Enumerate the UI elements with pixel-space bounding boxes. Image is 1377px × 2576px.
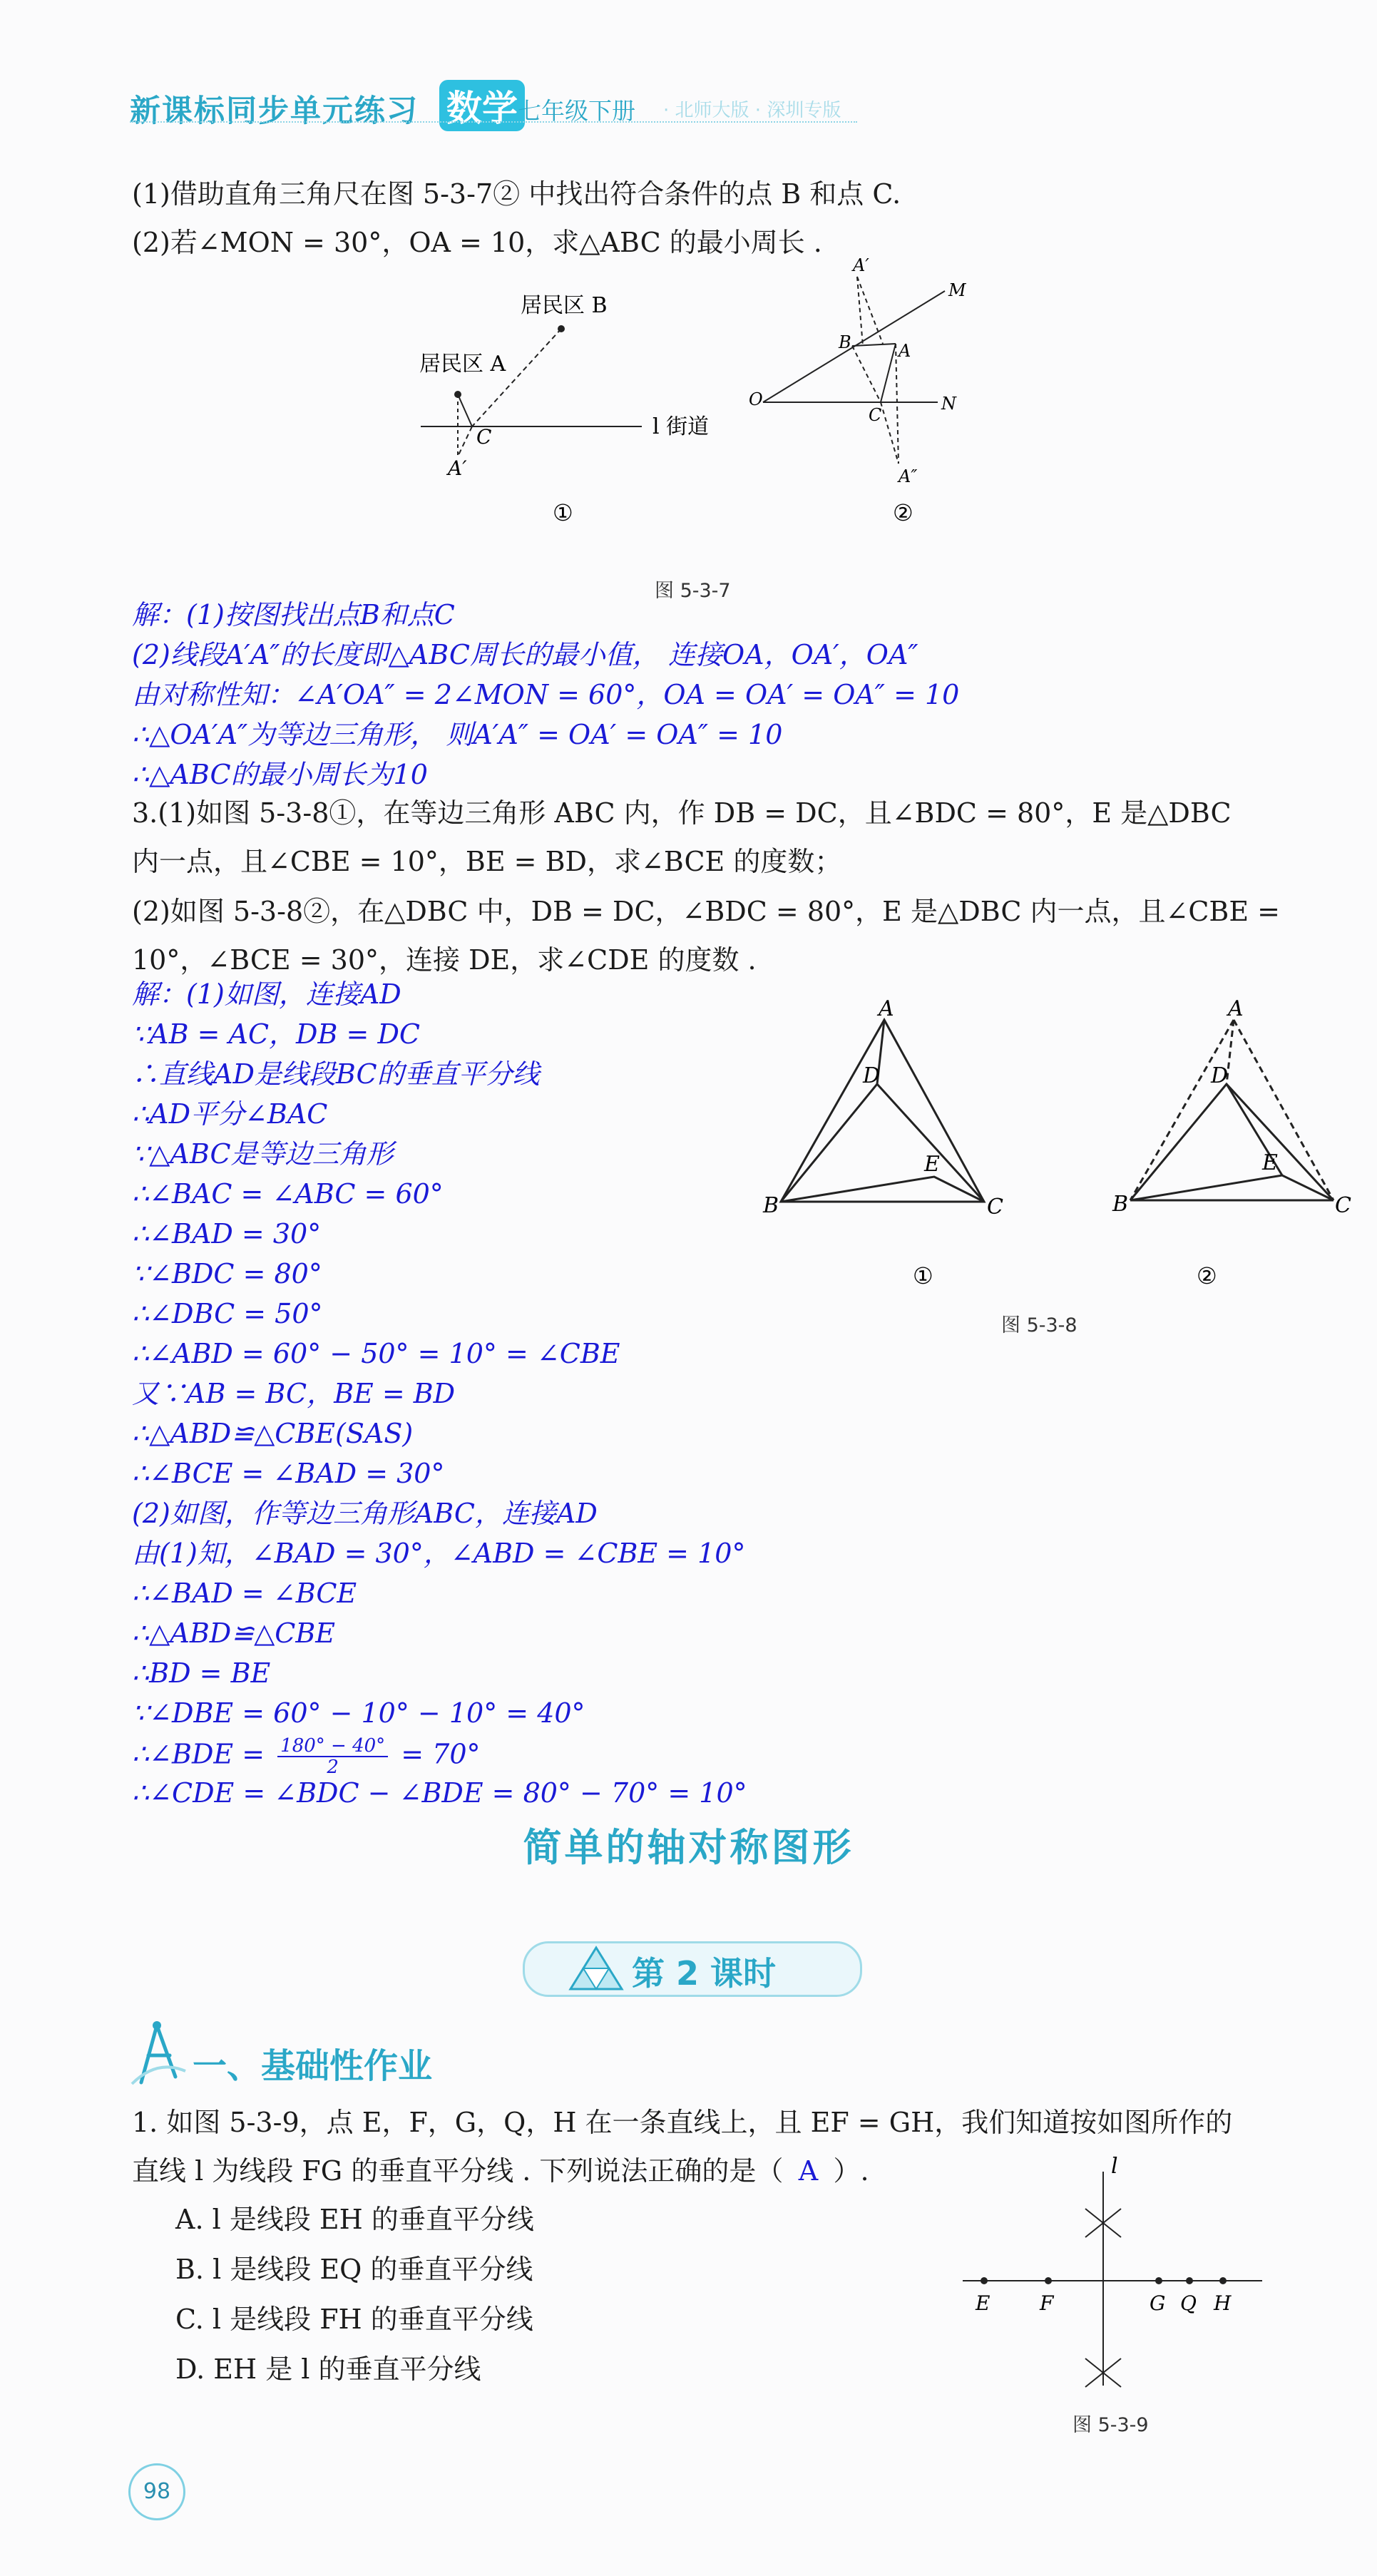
point-g: [1155, 2277, 1162, 2284]
fig538-label-a-2: A: [1228, 996, 1244, 1021]
question-3-line1: 3.(1)如图 5-3-8①，在等边三角形 ABC 内，作 DB = DC，且∠BDC = 80°，E 是△DBC: [132, 797, 1232, 829]
solution-2-line5: ∴△ABC的最小周长为10: [132, 759, 428, 790]
solution-3-line18: ∴BD = BE: [132, 1657, 271, 1689]
triangle-abc-1: [781, 1020, 984, 1202]
ac-segment: [458, 394, 472, 426]
question-3-line2: 内一点，且∠CBE = 10°，BE = BD，求∠BCE 的度数；: [132, 846, 842, 877]
figure-5-3-7-caption: 图 5-3-7: [655, 580, 731, 602]
label-h: H: [1214, 2291, 1232, 2315]
solution-3-line7: ∴∠BAD = 30°: [132, 1218, 322, 1249]
fig538-label-c-1: C: [987, 1195, 1003, 1220]
a1b-dashed: [857, 277, 863, 346]
solution-3-line3: ∴直线AD是线段BC的垂直平分线: [132, 1058, 540, 1090]
fig538-mark-1: ①: [913, 1262, 933, 1289]
fig538-label-e-2: E: [1262, 1150, 1278, 1175]
question-1-line2: [132, 2154, 869, 2188]
label-m: M: [948, 280, 966, 300]
fig538-label-e-1: E: [924, 1152, 940, 1177]
option-c: C. l 是线段 FH 的垂直平分线: [175, 2304, 533, 2335]
solution-2-line1: 解：(1)按图找出点B和点C: [132, 599, 455, 630]
ca2-dashed: [881, 402, 899, 464]
solution-3-line5: ∵△ABC是等边三角形: [132, 1138, 394, 1170]
label-a-double-prime: A″: [899, 466, 918, 486]
header-divider: [130, 121, 857, 124]
option-d: D. EH 是 l 的垂直平分线: [175, 2353, 481, 2385]
fig538-label-a-1: A: [879, 996, 894, 1021]
triangle-dbc-1: [781, 1084, 984, 1202]
label-q: Q: [1180, 2291, 1197, 2315]
label-f: F: [1040, 2291, 1054, 2315]
solution-2-line3: 由对称性知：∠A′OA″ = 2∠MON = 60°，OA = OA′ = OA″ = 10: [132, 679, 960, 710]
solution-3-line14: (2)如图，作等边三角形ABC，连接AD: [132, 1498, 598, 1529]
lesson-label: 第 2 课时: [632, 1954, 777, 1993]
grade-label: 七年级下册: [518, 97, 635, 125]
solution-3-line13: ∴∠BCE = ∠BAD = 30°: [132, 1458, 445, 1489]
solution-3-line12: ∴△ABD≌△CBE(SAS): [132, 1418, 414, 1449]
figure-5-3-8-caption: 图 5-3-8: [1001, 1314, 1077, 1336]
label-a-prime: A′: [448, 456, 467, 480]
solution-3-line8: ∵∠BDC = 80°: [132, 1258, 322, 1289]
fraction-numerator: 180° − 40°: [277, 1736, 388, 1757]
point-e: [981, 2277, 988, 2284]
label-street: l 街道: [652, 414, 710, 439]
question-2-part2: (2)若∠MON = 30°，OA = 10，求△ABC 的最小周长 .: [132, 227, 822, 258]
question-2-part1: (1)借助直角三角尺在图 5-3-7② 中找出符合条件的点 B 和点 C.: [132, 178, 901, 210]
solution-2-line2: (2)线段A′A″的长度即△ABC周长的最小值， 连接OA，OA′，OA″: [132, 639, 918, 670]
question-3-line3: (2)如图 5-3-8②，在△DBC 中，DB = DC，∠BDC = 80°，E 是△DBC 内一点，且∠CBE =: [132, 896, 1280, 927]
solution-3-line4: ∴AD平分∠BAC: [132, 1098, 328, 1130]
mark-2: ②: [893, 499, 913, 526]
triangle-ebc-2: [1130, 1175, 1334, 1200]
figure-5-3-9: [956, 2154, 1276, 2393]
ray-om: [763, 291, 945, 402]
fig538-label-b-2: B: [1112, 1192, 1129, 1217]
solution-3-line20: [132, 1736, 481, 1777]
edition-label: · 北师大版 · 深圳专版: [663, 100, 841, 121]
fig538-mark-2: ②: [1197, 1262, 1217, 1289]
point-h: [1219, 2277, 1227, 2284]
solution-3-line16: ∴∠BAD = ∠BCE: [132, 1578, 357, 1609]
figure-5-3-8: [756, 991, 1351, 1334]
solution-3-line2: ∵AB = AC，DB = DC: [132, 1018, 420, 1050]
label-o: O: [749, 389, 763, 409]
ca1-dashed: [458, 426, 472, 456]
label-g: G: [1150, 2291, 1166, 2315]
label-residential-b: 居民区 B: [521, 293, 608, 318]
mark-1: ①: [553, 499, 573, 526]
answer-choice: A: [798, 2155, 819, 2187]
label-l: l: [1111, 2154, 1118, 2179]
solution-3-line10: ∴∠ABD = 60° − 50° = 10° = ∠CBE: [132, 1338, 620, 1369]
a1-line: [857, 277, 883, 344]
question-1-stem-end: ）.: [833, 2155, 869, 2187]
label-e: E: [976, 2291, 990, 2315]
subject-badge: 数学: [439, 80, 525, 131]
point-f: [1045, 2277, 1052, 2284]
triangle-ebc-1: [781, 1177, 984, 1202]
aa2-dashed: [896, 344, 899, 464]
fig538-label-c-2: C: [1335, 1193, 1351, 1218]
compass-icon: [128, 2020, 189, 2087]
fraction-prefix: ∴∠BDE =: [132, 1738, 274, 1770]
fig538-label-d-2: D: [1211, 1063, 1229, 1088]
lesson-banner: [523, 1941, 862, 1997]
label-n: N: [941, 394, 956, 414]
bc-dashed-2: [852, 346, 881, 402]
solution-3-line9: ∴∠DBC = 50°: [132, 1298, 323, 1329]
triangle-logo-icon: [568, 1945, 625, 1992]
section-title: 简单的轴对称图形: [523, 1825, 854, 1870]
dashed-ab-2: [1130, 1020, 1234, 1200]
solution-3-line6: ∴∠BAC = ∠ABC = 60°: [132, 1178, 444, 1210]
ac-segment-2: [881, 344, 896, 402]
fraction-denominator: 2: [327, 1757, 339, 1778]
figure-5-3-7: [406, 257, 1020, 542]
solution-3-line17: ∴△ABD≌△CBE: [132, 1617, 336, 1649]
point-q: [1186, 2277, 1193, 2284]
fig538-label-b-1: B: [763, 1193, 779, 1218]
fraction-suffix: = 70°: [392, 1738, 481, 1770]
solution-3-line19: ∵∠DBE = 60° − 10° − 10° = 40°: [132, 1697, 585, 1729]
label-c-2: C: [869, 405, 882, 425]
basic-homework-heading: 一、基础性作业: [193, 2046, 433, 2086]
solution-2-line4: ∴△OA′A″为等边三角形， 则A′A″ = OA′ = OA″ = 10: [132, 719, 783, 750]
solution-3-line1: 解：(1)如图，连接AD: [132, 978, 401, 1010]
book-series-title: 新课标同步单元练习: [130, 93, 419, 129]
fig538-label-d-1: D: [863, 1063, 881, 1088]
solution-3-line15: 由(1)知，∠BAD = 30°，∠ABD = ∠CBE = 10°: [132, 1538, 746, 1569]
figure-5-3-9-caption: 图 5-3-9: [1073, 2414, 1149, 2436]
option-b: B. l 是线段 EQ 的垂直平分线: [175, 2254, 533, 2285]
question-3-line4: 10°，∠BCE = 30°，连接 DE，求∠CDE 的度数 .: [132, 944, 757, 976]
page-number: 98: [128, 2463, 185, 2520]
question-1-line1: 1. 如图 5-3-9，点 E，F，G，Q，H 在一条直线上，且 EF = GH，我们知道按如图所作的: [132, 2107, 1233, 2138]
dashed-ac-2: [1234, 1020, 1334, 1200]
label-b-2: B: [839, 332, 851, 352]
label-residential-a: 居民区 A: [419, 352, 506, 377]
label-c: C: [476, 425, 492, 449]
question-1-stem: 直线 l 为线段 FG 的垂直平分线 . 下列说法正确的是（: [132, 2155, 784, 2187]
label-a-prime-2: A′: [853, 255, 869, 275]
bc-dashed: [472, 329, 561, 426]
solution-3-line21: ∴∠CDE = ∠BDC − ∠BDE = 80° − 70° = 10°: [132, 1777, 747, 1809]
option-a: A. l 是线段 EH 的垂直平分线: [175, 2204, 534, 2235]
label-a-2: A: [899, 341, 911, 361]
solution-3-line11: 又∵AB = BC，BE = BD: [132, 1378, 456, 1409]
